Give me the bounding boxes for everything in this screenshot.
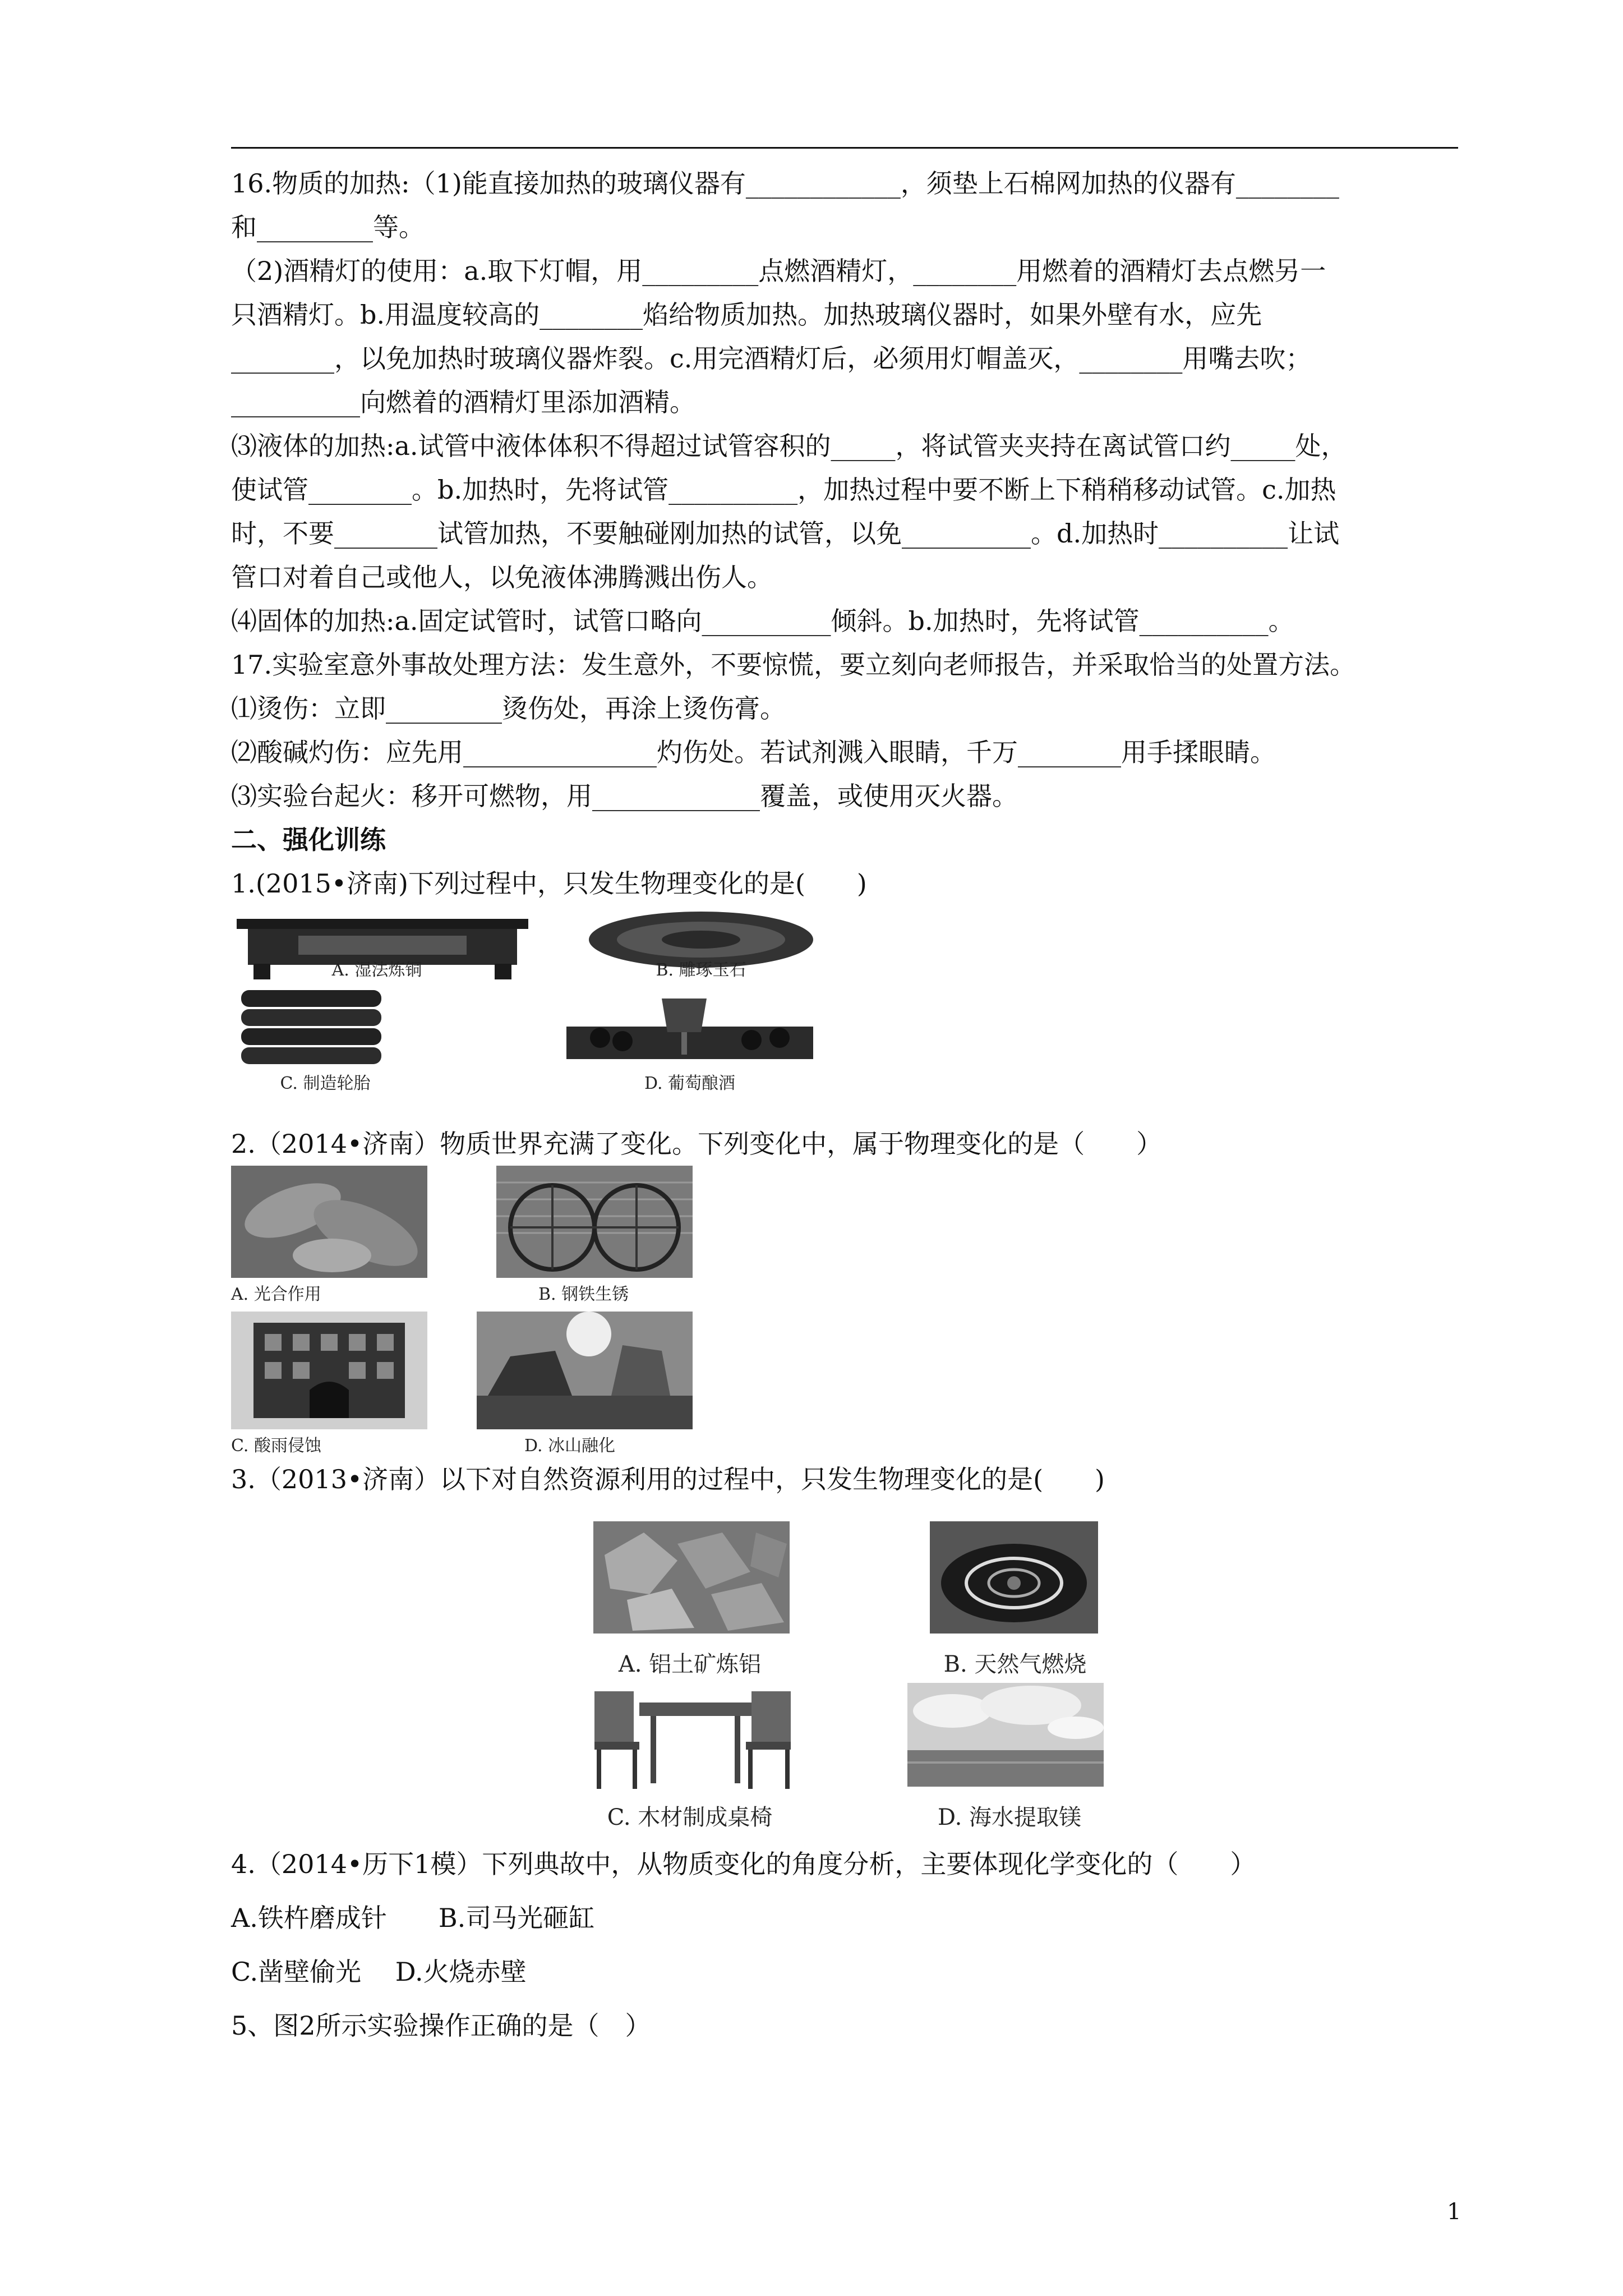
text-line: ⑴烫伤：立即_________烫伤处，再涂上烫伤膏。	[231, 693, 786, 724]
q3-caption-c: C. 木材制成桌椅	[607, 1805, 773, 1830]
section-title: 二、强化训练	[231, 825, 386, 855]
text-line: ________，以免加热时玻璃仪器炸裂。c.用完酒精灯后，必须用灯帽盖灭，________用嘴去吹；	[231, 343, 1312, 374]
text-line: 只酒精灯。b.用温度较高的________焰给物质加热。加热玻璃仪器时，如果外壁有水，应先	[231, 300, 1262, 330]
text-line: （2)酒精灯的使用：a.取下灯帽，用_________点燃酒精灯，________用燃着的酒精灯去点燃另一	[231, 256, 1326, 286]
text-line: ⑶液体的加热:a.试管中液体体积不得超过试管容积的_____，将试管夹夹持在离试管口约_____处，	[231, 431, 1347, 461]
text-line: ⑶实验台起火：移开可燃物，用_____________覆盖，或使用灭火器。	[231, 781, 1018, 811]
photosynthesis-image	[231, 1166, 427, 1278]
seawater-image	[907, 1683, 1104, 1787]
q3-caption-d: D. 海水提取镁	[937, 1805, 1082, 1830]
text-line: __________向燃着的酒精灯里添加酒精。	[231, 387, 695, 417]
question-4-options-cd: C.凿壁偷光 D.火烧赤壁	[231, 1957, 527, 1987]
page-number: 1	[1447, 2199, 1461, 2225]
q1-caption-a: A. 湿法炼铜	[331, 960, 422, 980]
gas-stove-image	[930, 1521, 1098, 1634]
grape-wine-image	[566, 993, 813, 1060]
rusty-wheels-image	[496, 1166, 693, 1278]
text-line: 和_________等。	[231, 212, 425, 242]
iceberg-image	[477, 1312, 693, 1429]
q1-caption-c: C. 制造轮胎	[280, 1074, 371, 1093]
question-3-block	[231, 1457, 1465, 1501]
question-4-block	[231, 1842, 1465, 2058]
bauxite-image	[593, 1521, 790, 1634]
q2-caption-d: D. 冰山融化	[524, 1436, 616, 1456]
q3-caption-b: B. 天然气燃烧	[943, 1651, 1087, 1677]
review-text-block	[231, 162, 1465, 905]
acid-rain-building-image	[231, 1312, 427, 1429]
header-rule	[231, 147, 1458, 149]
text-line: ⑷固体的加热:a.固定试管时，试管口略向__________倾斜。b.加热时，先将试管__________。	[231, 606, 1294, 636]
question-4-options-ab: A.铁杵磨成针 B.司马光砸缸	[231, 1903, 595, 1933]
text-line: ⑵酸碱灼伤：应先用_______________灼伤处。若试剂溅入眼睛，千万________用手揉眼睛。	[231, 737, 1276, 767]
q3-caption-a: A. 铝土矿炼铝	[618, 1651, 762, 1677]
q2-caption-b: B. 钢铁生锈	[538, 1285, 629, 1304]
question-2-block	[231, 1122, 1465, 1166]
wooden-furniture-image	[589, 1680, 796, 1792]
q2-caption-a: A. 光合作用	[231, 1285, 321, 1304]
text-line: 管口对着自己或他人，以免液体沸腾溅出伤人。	[231, 562, 773, 592]
text-line: 16.物质的加热:（1)能直接加热的玻璃仪器有____________，须垫上石棉网加热的仪器有________	[231, 168, 1339, 199]
q2-caption-c: C. 酸雨侵蚀	[231, 1436, 321, 1456]
question-5-stem: 5、图2所示实验操作正确的是（ ）	[231, 2010, 651, 2041]
question-4-stem: 4.（2014•历下1模）下列典故中，从物质变化的角度分析，主要体现化学变化的（ ）	[231, 1849, 1256, 1879]
question-2-stem: 2.（2014•济南）物质世界充满了变化。下列变化中，属于物理变化的是（ ）	[231, 1129, 1163, 1159]
question-1-stem: 1.(2015•济南)下列过程中，只发生物理变化的是( )	[231, 868, 867, 899]
tires-image	[236, 984, 387, 1069]
q1-caption-d: D. 葡萄酿酒	[644, 1074, 736, 1093]
q1-caption-b: B. 雕琢玉石	[656, 960, 746, 980]
text-line: 时，不要________试管加热，不要触碰刚加热的试管，以免__________。d.加热时__________让试	[231, 518, 1340, 549]
text-line: 17.实验室意外事故处理方法：发生意外，不要惊慌，要立刻向老师报告，并采取恰当的处置方法。	[231, 650, 1356, 680]
question-3-stem: 3.（2013•济南）以下对自然资源利用的过程中，只发生物理变化的是( )	[231, 1464, 1105, 1494]
text-line: 使试管________。b.加热时，先将试管__________，加热过程中要不断上下稍稍移动试管。c.加热	[231, 475, 1336, 505]
